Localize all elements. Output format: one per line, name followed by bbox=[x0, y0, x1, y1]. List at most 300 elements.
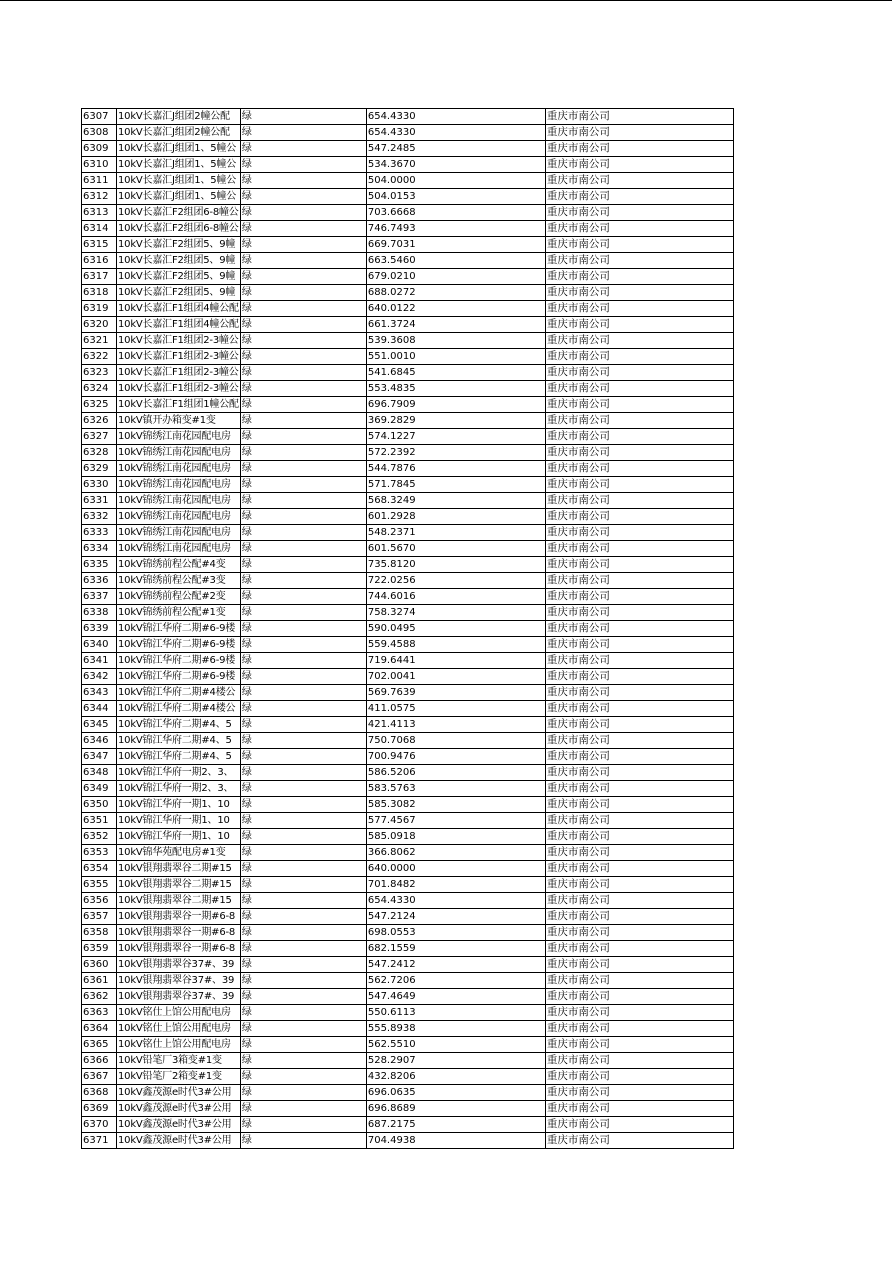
value-cell: 547.2124 bbox=[366, 909, 545, 925]
row-id-cell: 6353 bbox=[82, 845, 117, 861]
device-name-cell: 10kV锦绣江南花园配电房 bbox=[117, 541, 241, 557]
device-name-cell: 10kV银翔翡翠谷二期#15 bbox=[117, 861, 241, 877]
company-cell: 重庆市南公司 bbox=[545, 749, 733, 765]
table-row bbox=[82, 605, 734, 621]
device-name-cell: 10kV锦绣江南花园配电房 bbox=[117, 525, 241, 541]
table-row bbox=[82, 397, 734, 413]
company-cell: 重庆市南公司 bbox=[545, 189, 733, 205]
table-row bbox=[82, 205, 734, 221]
status-cell: 绿 bbox=[240, 909, 366, 925]
company-cell: 重庆市南公司 bbox=[545, 637, 733, 653]
device-name-cell: 10kV银翔翡翠谷一期#6-8 bbox=[117, 909, 241, 925]
row-id-cell: 6358 bbox=[82, 925, 117, 941]
status-cell: 绿 bbox=[240, 765, 366, 781]
device-name-cell: 10kV锦绣前程公配#4变 bbox=[117, 557, 241, 573]
table-row bbox=[82, 749, 734, 765]
status-cell: 绿 bbox=[240, 253, 366, 269]
company-cell: 重庆市南公司 bbox=[545, 653, 733, 669]
value-cell: 746.7493 bbox=[366, 221, 545, 237]
company-cell: 重庆市南公司 bbox=[545, 765, 733, 781]
table-row bbox=[82, 621, 734, 637]
status-cell: 绿 bbox=[240, 1005, 366, 1021]
company-cell: 重庆市南公司 bbox=[545, 397, 733, 413]
row-id-cell: 6354 bbox=[82, 861, 117, 877]
row-id-cell: 6339 bbox=[82, 621, 117, 637]
table-row bbox=[82, 877, 734, 893]
status-cell: 绿 bbox=[240, 925, 366, 941]
status-cell: 绿 bbox=[240, 701, 366, 717]
device-name-cell: 10kV锦江华府二期#4、5 bbox=[117, 749, 241, 765]
row-id-cell: 6364 bbox=[82, 1021, 117, 1037]
device-name-cell: 10kV锦江华府二期#4、5 bbox=[117, 717, 241, 733]
value-cell: 601.5670 bbox=[366, 541, 545, 557]
row-id-cell: 6355 bbox=[82, 877, 117, 893]
table-row bbox=[82, 221, 734, 237]
value-cell: 547.2485 bbox=[366, 141, 545, 157]
row-id-cell: 6329 bbox=[82, 461, 117, 477]
value-cell: 553.4835 bbox=[366, 381, 545, 397]
row-id-cell: 6311 bbox=[82, 173, 117, 189]
company-cell: 重庆市南公司 bbox=[545, 701, 733, 717]
value-cell: 701.8482 bbox=[366, 877, 545, 893]
value-cell: 585.3082 bbox=[366, 797, 545, 813]
device-name-cell: 10kV长嘉汇J组团2幢公配 bbox=[117, 109, 241, 125]
status-cell: 绿 bbox=[240, 317, 366, 333]
row-id-cell: 6319 bbox=[82, 301, 117, 317]
table-row bbox=[82, 909, 734, 925]
device-name-cell: 10kV长嘉汇F1组团4幢公配 bbox=[117, 317, 241, 333]
table-row bbox=[82, 381, 734, 397]
value-cell: 569.7639 bbox=[366, 685, 545, 701]
value-cell: 696.0635 bbox=[366, 1085, 545, 1101]
value-cell: 590.0495 bbox=[366, 621, 545, 637]
value-cell: 700.9476 bbox=[366, 749, 545, 765]
value-cell: 559.4588 bbox=[366, 637, 545, 653]
value-cell: 654.4330 bbox=[366, 125, 545, 141]
row-id-cell: 6322 bbox=[82, 349, 117, 365]
value-cell: 750.7068 bbox=[366, 733, 545, 749]
company-cell: 重庆市南公司 bbox=[545, 493, 733, 509]
status-cell: 绿 bbox=[240, 797, 366, 813]
value-cell: 698.0553 bbox=[366, 925, 545, 941]
row-id-cell: 6341 bbox=[82, 653, 117, 669]
company-cell: 重庆市南公司 bbox=[545, 173, 733, 189]
device-name-cell: 10kV长嘉汇F2组团5、9幢 bbox=[117, 253, 241, 269]
table-row bbox=[82, 525, 734, 541]
status-cell: 绿 bbox=[240, 1101, 366, 1117]
table-row bbox=[82, 301, 734, 317]
device-name-cell: 10kV鑫茂源e时代3#公用 bbox=[117, 1101, 241, 1117]
status-cell: 绿 bbox=[240, 781, 366, 797]
row-id-cell: 6338 bbox=[82, 605, 117, 621]
value-cell: 577.4567 bbox=[366, 813, 545, 829]
status-cell: 绿 bbox=[240, 157, 366, 173]
device-name-cell: 10kV银翔翡翠谷37#、39 bbox=[117, 957, 241, 973]
table-row bbox=[82, 813, 734, 829]
status-cell: 绿 bbox=[240, 189, 366, 205]
status-cell: 绿 bbox=[240, 381, 366, 397]
row-id-cell: 6360 bbox=[82, 957, 117, 973]
company-cell: 重庆市南公司 bbox=[545, 829, 733, 845]
company-cell: 重庆市南公司 bbox=[545, 685, 733, 701]
row-id-cell: 6315 bbox=[82, 237, 117, 253]
status-cell: 绿 bbox=[240, 493, 366, 509]
table-row bbox=[82, 1085, 734, 1101]
table-row bbox=[82, 333, 734, 349]
device-name-cell: 10kV锦绣江南花园配电房 bbox=[117, 429, 241, 445]
table-row bbox=[82, 925, 734, 941]
device-name-cell: 10kV长嘉汇J组团2幢公配 bbox=[117, 125, 241, 141]
data-table bbox=[81, 108, 734, 1149]
row-id-cell: 6330 bbox=[82, 477, 117, 493]
table-row bbox=[82, 685, 734, 701]
device-name-cell: 10kV镇开办箱变#1变 bbox=[117, 413, 241, 429]
table-row bbox=[82, 829, 734, 845]
row-id-cell: 6333 bbox=[82, 525, 117, 541]
value-cell: 432.8206 bbox=[366, 1069, 545, 1085]
status-cell: 绿 bbox=[240, 445, 366, 461]
row-id-cell: 6324 bbox=[82, 381, 117, 397]
device-name-cell: 10kV锦华苑配电房#1变 bbox=[117, 845, 241, 861]
table-row bbox=[82, 477, 734, 493]
table-row bbox=[82, 781, 734, 797]
value-cell: 551.0010 bbox=[366, 349, 545, 365]
row-id-cell: 6335 bbox=[82, 557, 117, 573]
status-cell: 绿 bbox=[240, 637, 366, 653]
value-cell: 504.0153 bbox=[366, 189, 545, 205]
status-cell: 绿 bbox=[240, 125, 366, 141]
value-cell: 744.6016 bbox=[366, 589, 545, 605]
status-cell: 绿 bbox=[240, 813, 366, 829]
value-cell: 663.5460 bbox=[366, 253, 545, 269]
value-cell: 562.7206 bbox=[366, 973, 545, 989]
device-name-cell: 10kV锦绣江南花园配电房 bbox=[117, 477, 241, 493]
value-cell: 547.2412 bbox=[366, 957, 545, 973]
device-name-cell: 10kV锦绣前程公配#1变 bbox=[117, 605, 241, 621]
row-id-cell: 6342 bbox=[82, 669, 117, 685]
value-cell: 601.2928 bbox=[366, 509, 545, 525]
value-cell: 679.0210 bbox=[366, 269, 545, 285]
device-name-cell: 10kV锦江华府一期1、10 bbox=[117, 813, 241, 829]
company-cell: 重庆市南公司 bbox=[545, 141, 733, 157]
company-cell: 重庆市南公司 bbox=[545, 525, 733, 541]
value-cell: 555.8938 bbox=[366, 1021, 545, 1037]
company-cell: 重庆市南公司 bbox=[545, 125, 733, 141]
table-row bbox=[82, 461, 734, 477]
device-name-cell: 10kV铭仕上馆公用配电房 bbox=[117, 1037, 241, 1053]
table-row bbox=[82, 1053, 734, 1069]
value-cell: 696.7909 bbox=[366, 397, 545, 413]
status-cell: 绿 bbox=[240, 301, 366, 317]
device-name-cell: 10kV长嘉汇F1组团2-3幢公 bbox=[117, 333, 241, 349]
company-cell: 重庆市南公司 bbox=[545, 333, 733, 349]
row-id-cell: 6325 bbox=[82, 397, 117, 413]
row-id-cell: 6367 bbox=[82, 1069, 117, 1085]
device-name-cell: 10kV锦绣江南花园配电房 bbox=[117, 445, 241, 461]
row-id-cell: 6334 bbox=[82, 541, 117, 557]
company-cell: 重庆市南公司 bbox=[545, 1085, 733, 1101]
row-id-cell: 6336 bbox=[82, 573, 117, 589]
status-cell: 绿 bbox=[240, 429, 366, 445]
status-cell: 绿 bbox=[240, 1117, 366, 1133]
value-cell: 539.3608 bbox=[366, 333, 545, 349]
value-cell: 548.2371 bbox=[366, 525, 545, 541]
table-row bbox=[82, 765, 734, 781]
table-row bbox=[82, 1005, 734, 1021]
status-cell: 绿 bbox=[240, 269, 366, 285]
row-id-cell: 6332 bbox=[82, 509, 117, 525]
company-cell: 重庆市南公司 bbox=[545, 1037, 733, 1053]
row-id-cell: 6349 bbox=[82, 781, 117, 797]
company-cell: 重庆市南公司 bbox=[545, 589, 733, 605]
status-cell: 绿 bbox=[240, 973, 366, 989]
table-row bbox=[82, 573, 734, 589]
company-cell: 重庆市南公司 bbox=[545, 1053, 733, 1069]
row-id-cell: 6340 bbox=[82, 637, 117, 653]
device-name-cell: 10kV锦江华府二期#4楼公 bbox=[117, 701, 241, 717]
device-name-cell: 10kV长嘉汇F1组团2-3幢公 bbox=[117, 365, 241, 381]
device-name-cell: 10kV长嘉汇F2组团6-8幢公 bbox=[117, 221, 241, 237]
status-cell: 绿 bbox=[240, 573, 366, 589]
device-name-cell: 10kV铭仕上馆公用配电房 bbox=[117, 1005, 241, 1021]
company-cell: 重庆市南公司 bbox=[545, 349, 733, 365]
row-id-cell: 6368 bbox=[82, 1085, 117, 1101]
table-row bbox=[82, 893, 734, 909]
table-row bbox=[82, 509, 734, 525]
table-row bbox=[82, 669, 734, 685]
value-cell: 411.0575 bbox=[366, 701, 545, 717]
device-name-cell: 10kV银翔翡翠谷37#、39 bbox=[117, 989, 241, 1005]
value-cell: 735.8120 bbox=[366, 557, 545, 573]
row-id-cell: 6359 bbox=[82, 941, 117, 957]
value-cell: 586.5206 bbox=[366, 765, 545, 781]
value-cell: 528.2907 bbox=[366, 1053, 545, 1069]
row-id-cell: 6352 bbox=[82, 829, 117, 845]
table-row bbox=[82, 1117, 734, 1133]
status-cell: 绿 bbox=[240, 141, 366, 157]
value-cell: 640.0000 bbox=[366, 861, 545, 877]
table-row bbox=[82, 285, 734, 301]
status-cell: 绿 bbox=[240, 525, 366, 541]
table-row bbox=[82, 637, 734, 653]
company-cell: 重庆市南公司 bbox=[545, 557, 733, 573]
table-row bbox=[82, 861, 734, 877]
table-row bbox=[82, 109, 734, 125]
device-name-cell: 10kV锦江华府二期#6-9楼 bbox=[117, 637, 241, 653]
table-row bbox=[82, 1101, 734, 1117]
row-id-cell: 6309 bbox=[82, 141, 117, 157]
status-cell: 绿 bbox=[240, 365, 366, 381]
value-cell: 682.1559 bbox=[366, 941, 545, 957]
row-id-cell: 6320 bbox=[82, 317, 117, 333]
table-row bbox=[82, 413, 734, 429]
row-id-cell: 6348 bbox=[82, 765, 117, 781]
device-name-cell: 10kV长嘉汇F1组团2-3幢公 bbox=[117, 381, 241, 397]
table-row bbox=[82, 717, 734, 733]
row-id-cell: 6366 bbox=[82, 1053, 117, 1069]
company-cell: 重庆市南公司 bbox=[545, 797, 733, 813]
status-cell: 绿 bbox=[240, 941, 366, 957]
table-row bbox=[82, 1037, 734, 1053]
device-name-cell: 10kV锦绣江南花园配电房 bbox=[117, 461, 241, 477]
value-cell: 719.6441 bbox=[366, 653, 545, 669]
status-cell: 绿 bbox=[240, 861, 366, 877]
company-cell: 重庆市南公司 bbox=[545, 509, 733, 525]
status-cell: 绿 bbox=[240, 205, 366, 221]
table-row bbox=[82, 973, 734, 989]
company-cell: 重庆市南公司 bbox=[545, 237, 733, 253]
table-body bbox=[82, 109, 734, 1149]
status-cell: 绿 bbox=[240, 877, 366, 893]
device-name-cell: 10kV铅笔厂3箱变#1变 bbox=[117, 1053, 241, 1069]
row-id-cell: 6314 bbox=[82, 221, 117, 237]
row-id-cell: 6347 bbox=[82, 749, 117, 765]
table-row bbox=[82, 237, 734, 253]
company-cell: 重庆市南公司 bbox=[545, 477, 733, 493]
top-border-line bbox=[0, 0, 892, 1]
status-cell: 绿 bbox=[240, 845, 366, 861]
row-id-cell: 6321 bbox=[82, 333, 117, 349]
table-row bbox=[82, 733, 734, 749]
status-cell: 绿 bbox=[240, 989, 366, 1005]
row-id-cell: 6351 bbox=[82, 813, 117, 829]
value-cell: 585.0918 bbox=[366, 829, 545, 845]
status-cell: 绿 bbox=[240, 1021, 366, 1037]
value-cell: 758.3274 bbox=[366, 605, 545, 621]
device-name-cell: 10kV长嘉汇F2组团5、9幢 bbox=[117, 269, 241, 285]
row-id-cell: 6346 bbox=[82, 733, 117, 749]
status-cell: 绿 bbox=[240, 1053, 366, 1069]
device-name-cell: 10kV鑫茂源e时代3#公用 bbox=[117, 1085, 241, 1101]
company-cell: 重庆市南公司 bbox=[545, 1117, 733, 1133]
company-cell: 重庆市南公司 bbox=[545, 845, 733, 861]
device-name-cell: 10kV长嘉汇F2组团6-8幢公 bbox=[117, 205, 241, 221]
device-name-cell: 10kV长嘉汇J组团1、5幢公 bbox=[117, 141, 241, 157]
company-cell: 重庆市南公司 bbox=[545, 413, 733, 429]
device-name-cell: 10kV长嘉汇F1组团2-3幢公 bbox=[117, 349, 241, 365]
value-cell: 568.3249 bbox=[366, 493, 545, 509]
company-cell: 重庆市南公司 bbox=[545, 877, 733, 893]
company-cell: 重庆市南公司 bbox=[545, 221, 733, 237]
row-id-cell: 6326 bbox=[82, 413, 117, 429]
device-name-cell: 10kV银翔翡翠谷二期#15 bbox=[117, 893, 241, 909]
status-cell: 绿 bbox=[240, 237, 366, 253]
row-id-cell: 6307 bbox=[82, 109, 117, 125]
device-name-cell: 10kV锦江华府一期2、3、 bbox=[117, 765, 241, 781]
device-name-cell: 10kV锦绣前程公配#2变 bbox=[117, 589, 241, 605]
device-name-cell: 10kV锦绣江南花园配电房 bbox=[117, 509, 241, 525]
company-cell: 重庆市南公司 bbox=[545, 909, 733, 925]
table-row bbox=[82, 253, 734, 269]
row-id-cell: 6312 bbox=[82, 189, 117, 205]
row-id-cell: 6313 bbox=[82, 205, 117, 221]
value-cell: 703.6668 bbox=[366, 205, 545, 221]
device-name-cell: 10kV锦江华府二期#6-9楼 bbox=[117, 653, 241, 669]
status-cell: 绿 bbox=[240, 1085, 366, 1101]
table-row bbox=[82, 701, 734, 717]
table-row bbox=[82, 445, 734, 461]
value-cell: 421.4113 bbox=[366, 717, 545, 733]
device-name-cell: 10kV银翔翡翠谷二期#15 bbox=[117, 877, 241, 893]
status-cell: 绿 bbox=[240, 173, 366, 189]
status-cell: 绿 bbox=[240, 557, 366, 573]
status-cell: 绿 bbox=[240, 413, 366, 429]
table-row bbox=[82, 589, 734, 605]
company-cell: 重庆市南公司 bbox=[545, 781, 733, 797]
row-id-cell: 6323 bbox=[82, 365, 117, 381]
company-cell: 重庆市南公司 bbox=[545, 157, 733, 173]
device-name-cell: 10kV银翔翡翠谷一期#6-8 bbox=[117, 941, 241, 957]
value-cell: 534.3670 bbox=[366, 157, 545, 173]
device-name-cell: 10kV长嘉汇F2组团5、9幢 bbox=[117, 237, 241, 253]
row-id-cell: 6345 bbox=[82, 717, 117, 733]
company-cell: 重庆市南公司 bbox=[545, 1021, 733, 1037]
device-name-cell: 10kV锦江华府一期1、10 bbox=[117, 829, 241, 845]
device-name-cell: 10kV铭仕上馆公用配电房 bbox=[117, 1021, 241, 1037]
value-cell: 562.5510 bbox=[366, 1037, 545, 1053]
company-cell: 重庆市南公司 bbox=[545, 989, 733, 1005]
value-cell: 704.4938 bbox=[366, 1133, 545, 1149]
company-cell: 重庆市南公司 bbox=[545, 925, 733, 941]
value-cell: 366.8062 bbox=[366, 845, 545, 861]
value-cell: 687.2175 bbox=[366, 1117, 545, 1133]
company-cell: 重庆市南公司 bbox=[545, 1069, 733, 1085]
company-cell: 重庆市南公司 bbox=[545, 605, 733, 621]
row-id-cell: 6343 bbox=[82, 685, 117, 701]
table-row bbox=[82, 1021, 734, 1037]
status-cell: 绿 bbox=[240, 733, 366, 749]
value-cell: 696.8689 bbox=[366, 1101, 545, 1117]
status-cell: 绿 bbox=[240, 621, 366, 637]
company-cell: 重庆市南公司 bbox=[545, 205, 733, 221]
row-id-cell: 6308 bbox=[82, 125, 117, 141]
status-cell: 绿 bbox=[240, 509, 366, 525]
device-name-cell: 10kV长嘉汇F1组团4幢公配 bbox=[117, 301, 241, 317]
status-cell: 绿 bbox=[240, 1037, 366, 1053]
device-name-cell: 10kV锦绣前程公配#3变 bbox=[117, 573, 241, 589]
device-name-cell: 10kV锦江华府二期#6-9楼 bbox=[117, 669, 241, 685]
status-cell: 绿 bbox=[240, 109, 366, 125]
status-cell: 绿 bbox=[240, 717, 366, 733]
value-cell: 661.3724 bbox=[366, 317, 545, 333]
company-cell: 重庆市南公司 bbox=[545, 429, 733, 445]
company-cell: 重庆市南公司 bbox=[545, 365, 733, 381]
status-cell: 绿 bbox=[240, 653, 366, 669]
company-cell: 重庆市南公司 bbox=[545, 381, 733, 397]
value-cell: 541.6845 bbox=[366, 365, 545, 381]
table-row bbox=[82, 989, 734, 1005]
row-id-cell: 6350 bbox=[82, 797, 117, 813]
device-name-cell: 10kV长嘉汇J组团1、5幢公 bbox=[117, 173, 241, 189]
value-cell: 669.7031 bbox=[366, 237, 545, 253]
device-name-cell: 10kV锦江华府一期1、10 bbox=[117, 797, 241, 813]
company-cell: 重庆市南公司 bbox=[545, 317, 733, 333]
value-cell: 722.0256 bbox=[366, 573, 545, 589]
value-cell: 572.2392 bbox=[366, 445, 545, 461]
status-cell: 绿 bbox=[240, 893, 366, 909]
table-row bbox=[82, 125, 734, 141]
company-cell: 重庆市南公司 bbox=[545, 733, 733, 749]
table-row bbox=[82, 429, 734, 445]
device-name-cell: 10kV铅笔厂2箱变#1变 bbox=[117, 1069, 241, 1085]
company-cell: 重庆市南公司 bbox=[545, 445, 733, 461]
device-name-cell: 10kV鑫茂源e时代3#公用 bbox=[117, 1117, 241, 1133]
value-cell: 640.0122 bbox=[366, 301, 545, 317]
table-row bbox=[82, 1069, 734, 1085]
status-cell: 绿 bbox=[240, 589, 366, 605]
table-row bbox=[82, 317, 734, 333]
table-row bbox=[82, 941, 734, 957]
